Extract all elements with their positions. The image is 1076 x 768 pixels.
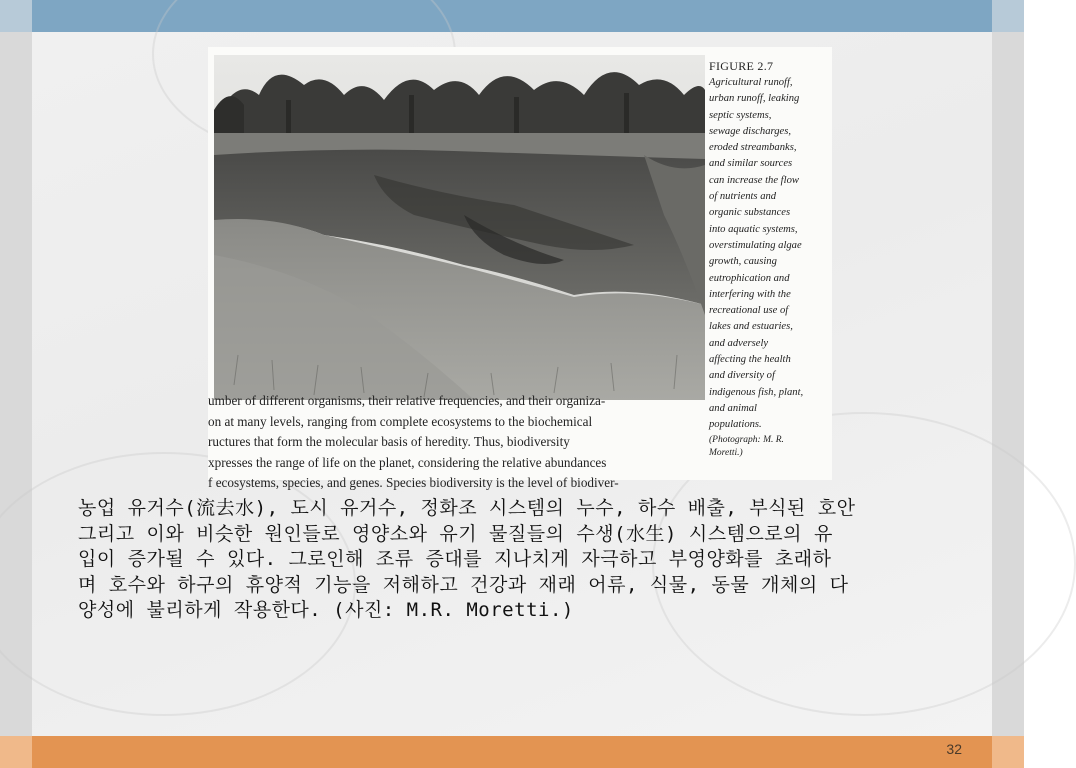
caption-line: organic substances xyxy=(709,207,791,219)
credit-line: Moretti.) xyxy=(709,447,743,458)
caption-line: sewage discharges, xyxy=(709,125,791,137)
caption-line: urban runoff, leaking xyxy=(709,93,800,105)
bottom-bar-corner-right xyxy=(992,736,1024,768)
caption-line: eutrophication and xyxy=(709,272,790,284)
book-text-line: on at many levels, ranging from complete ecosystems to the biochemical xyxy=(208,413,593,429)
caption-body xyxy=(709,75,829,434)
caption-line: Agricultural runoff, xyxy=(709,77,793,88)
caption-line: and animal xyxy=(709,402,757,414)
body-text-line: 그리고 이와 비슷한 원인들로 영양소와 유기 물질들의 수생(水生) 시스템으로의 유 xyxy=(78,522,833,545)
caption-line: interfering with the xyxy=(709,288,791,300)
caption-line: growth, causing xyxy=(709,256,777,268)
book-text-line: xpresses the range of life on the planet, considering the relative abundances xyxy=(208,454,607,470)
caption-line: and diversity of xyxy=(709,370,775,382)
body-text-line: 농업 유거수(流去水), 도시 유거수, 정화조 시스템의 누수, 하수 배출, 부식된 호안 xyxy=(78,497,856,519)
slide-body-text xyxy=(78,496,962,624)
caption-line: populations. xyxy=(709,419,762,431)
slide-page-number: 32 xyxy=(946,741,962,757)
bottom-bar-corner-left xyxy=(0,736,32,768)
caption-line: can increase the flow xyxy=(709,174,799,186)
caption-line: and adversely xyxy=(709,337,769,349)
top-bar-corner-left xyxy=(0,0,32,32)
caption-line: indigenous fish, plant, xyxy=(709,386,804,398)
book-body-text xyxy=(208,391,708,494)
caption-line: and similar sources xyxy=(709,158,793,170)
caption-line: of nutrients and xyxy=(709,191,777,203)
caption-line: septic systems, xyxy=(709,109,772,121)
body-text-line: 입이 증가될 수 있다. 그로인해 조류 증대를 지나치게 자극하고 부영양화를 초래하 xyxy=(78,548,832,570)
bottom-accent-bar xyxy=(32,736,992,768)
body-text-line: 며 호수와 하구의 휴양적 기능을 저해하고 건강과 재래 어류, 식물, 동물 개체의 다 xyxy=(78,573,849,596)
caption-line: overstimulating algae xyxy=(709,239,802,251)
figure-number: FIGURE 2.7 xyxy=(709,59,774,73)
caption-line: into aquatic systems, xyxy=(709,223,798,235)
credit-line: (Photograph: M. R. xyxy=(709,434,784,445)
photo-credit xyxy=(709,434,829,460)
caption-line: lakes and estuaries, xyxy=(709,321,793,333)
book-text-line: ructures that form the molecular basis of heredity. Thus, biodiversity xyxy=(208,434,570,449)
scanned-figure xyxy=(208,47,832,490)
figure-caption xyxy=(709,59,829,460)
book-text-line: f ecosystems, species, and genes. Species biodiversity is the level of biodiver- xyxy=(208,475,619,490)
top-bar-corner-right xyxy=(992,0,1024,32)
caption-line: affecting the health xyxy=(709,354,791,366)
caption-line: recreational use of xyxy=(709,305,789,317)
caption-line: eroded streambanks, xyxy=(709,142,797,154)
body-text-line: 양성에 불리하게 작용한다. (사진: M.R. Moretti.) xyxy=(78,599,574,621)
wetland-photograph xyxy=(214,55,705,400)
book-text-line: umber of different organisms, their relative frequencies, and their organiza- xyxy=(208,393,606,408)
